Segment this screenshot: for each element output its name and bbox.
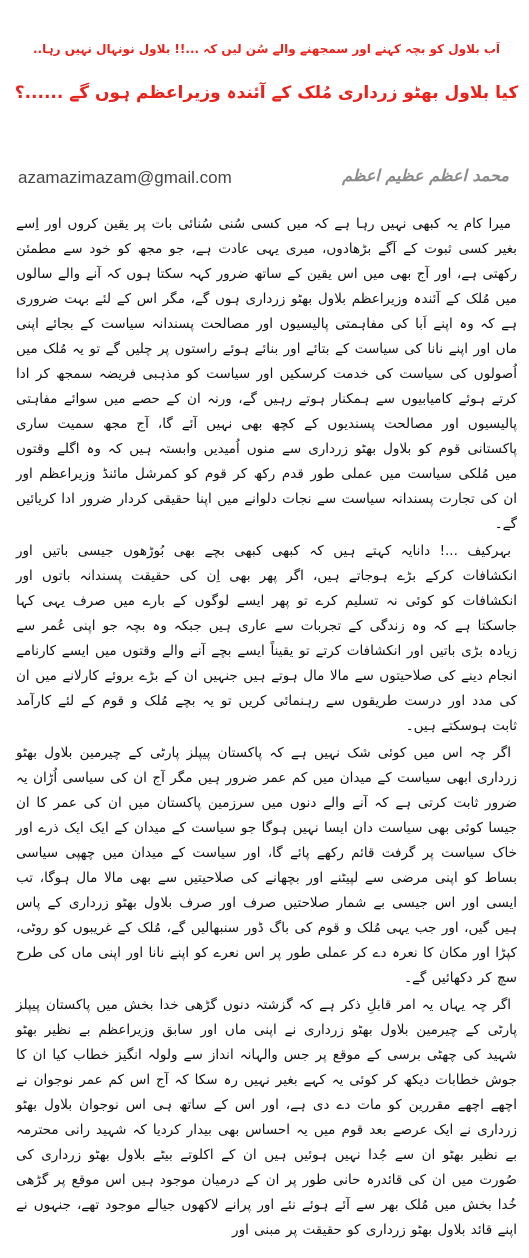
- article-paragraph: اگر چہ اس میں کوئی شک نہیں ہے کہ پاکستان پیپلز پارٹی کے چیرمین بلاول بھٹو زرداری ابھی سیاست کے میدان میں کم عمر ضرور ہیں مگر آج ان کی سیاسی اُڑان یہ ضرور ثابت کرتی ہے کہ آنے والے دنوں میں سرزمین پاکستان میں ان کی عمر کا ان جیسا کوئی بھی سیاست دان ایسا نہیں ہوگا جو سیاست کے میدان کے ایک ایک ذرے اور خاک سیاست پر گرفت قائم رکھے پائے گا، اور سیاست کے میدان میں چھپی سیاسی بساط کو اپنی مرضی سے لپیٹنے اور بچھانے کی صلاحیتیں سے بھی مالا مال ہوگا، تب ایسی اور اس جیسی بے شمار صلاحتیں صرف اور صرف بلاول بھٹو زرداری کے پاس ہیں گیں، اور جب یہی مُلک و قوم کی باگ ڈور سنبھالیں گے، مُلک کے غریبوں کو روٹی، کپڑا اور مکان کا نعرہ دے کر عملی طور پر اس نعرے کو اپنے نانا اور اپنی ماں کی طرح سچ کر دکھائیں گے۔: [16, 745, 517, 986]
- article-paragraph: میرا کام یہ کبھی نہیں رہا ہے کہ میں کسی سُنی سُنائی بات پر یقین کروں اور اِسے بغیر کسی ثبوت کے آگے بڑھادوں، میری یہی عادت ہے، جو مجھ کو خود سے مطمئن رکھتی ہے، اور آج بھی میں اس یقین کے ساتھ ضرور کہہ سکتا ہوں کہ آنے والے سالوں میں مُلک کے آئندہ وزیراعظم بلاول بھٹو زرداری ہوں گے، مگر اس کے لئے بہت ضروری ہے کہ وہ اپنے اَبا کی مفاہمتی پالیسیوں اور مصالحت پسندانہ سیاست کے بجائے اپنی ماں اور اپنے نانا کی سیاست کے بتائے اور بنائے ہوئے راستوں پر چلیں گے تو یہ مُلک میں اُصولوں کی سیاست کی خدمت کرسکیں اور سیاست کو مذہبی فریضہ سمجھ کر ادا کرتے ہوئے کامیابیوں سے ہمکنار ہوتے رہیں گے، ورنہ ان کے حصے میں سوائے مفاہتی پالیسیوں اور مصالحت پسندیوں کے کچھ بھی نہیں آئے گا، آج مجھ سمیت ساری پاکستانی قوم کو بلاول بھٹو زرداری سے منوں اُمیدیں وابستہ ہیں کہ وہ اگلے وقتوں میں مُلکی سیاست میں عملی طور قدم رکھ کر قوم کو کمرشل مائنڈ وزیراعظم اور ان کی تجارت پسندانہ سیاست سے نجات دلوانے میں اپنا حقیقی کردار ضرور ادا کریائیں گے۔: [16, 216, 517, 532]
- headline-line-1: اَب بلاول کو بچہ کہنے اور سمجھنے والے سُن لیں کہ ...!! بلاول نونہال نہیں رہا..: [32, 42, 501, 56]
- author-email: azamazimazam@gmail.com: [18, 168, 232, 187]
- article-body: [16, 212, 517, 1245]
- byline: [18, 166, 509, 192]
- headline-line-2: کیا بلاول بھٹو زرداری مُلک کے آئندہ وزیراعظم ہوں گے ......؟: [14, 83, 519, 103]
- article-paragraph: بہرکیف ...! دانایہ کہتے ہیں کہ کبھی کبھی بچے بھی بُوڑھوں جیسی باتیں اور انکشافات کرکے بڑے ہوجاتے ہیں، اگر پھر بھی اِن کی حقیقت پسندانہ باتوں اور انکشافات کو کوئی نہ تسلیم کرے تو پھر ایسے لوگوں کے بارے میں صرف یہی کہا جاسکتا ہے کہ وہ زندگی کے تجربات سے عاری ہیں جبکہ وہ بچہ جو اپنی عُمر سے زیادہ بڑی باتیں اور انکشافات کرتے تو یقیناً ایسے بچے آنے والے وقتوں میں ایسے کارنامے انجام دینے کی صلاحیتوں سے مالا مال ہوتے ہیں جنہیں ان کے بڑے بروئے کارلانے میں ان کی مدد اور درست طریقوں سے رہنمائی کریں تو یہ بچے مُلک و قوم کے لئے کارآمد ثابت ہوسکتے ہیں۔: [16, 543, 517, 734]
- article-paragraph: اگر چہ یہاں یہ امر قابلِ ذکر ہے کہ گزشتہ دنوں گڑھی خدا بخش میں پاکستان پیپلز پارٹی کے چیرمین بلاول بھٹو زرداری نے اپنی ماں اور سابق وزیراعظم بے نظیر بھٹو شہید کی چھٹی برسی کے موقع پر جس والہانہ انداز سے ولولہ انگیز خطاب کیا ان کا جوش خطابات دیکھ کر کوئی یہ کہے بغیر نہیں رہ سکا کہ آج اس کم عمر نوجوان نے اچھے اچھے مقررین کو مات دے دی ہے، اور اس کے ساتھ ہی اس نوجوان بلاول بھٹو زرداری نے ایک عرصے بعد قوم میں یہ احساس بھی بیدار کردیا کہ شہید رانی محترمہ بے نظیر بھٹو ان سے جُدا نہیں ہوئیں ہیں ان کے اکلوتے بیٹے بلاول بھٹو زرداری کی صُورت میں ان کی قائدرہ حانی طور پر ان کے درمیان موجود ہیں اس موقع پر گڑھی خُدا بخش میں مُلک بھر سے آئے ہوئے نئے اور پرانے لاکھوں جیالے موجود تھے، جنہوں نے اپنے قائد بلاول بھٹو زرداری کو حقیقت پر مبنی اور: [16, 997, 517, 1238]
- author-name: محمد اعظم عظیم اعظم: [342, 166, 509, 185]
